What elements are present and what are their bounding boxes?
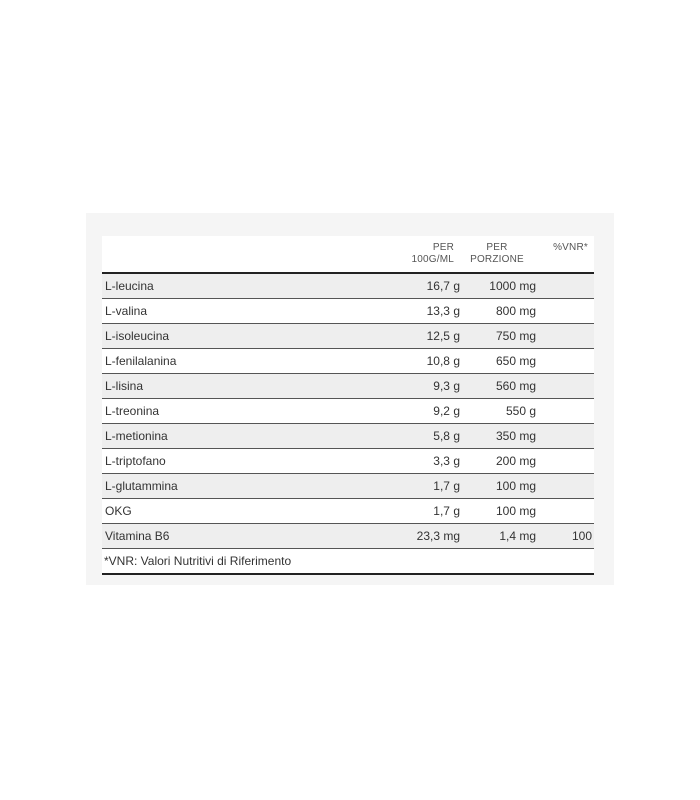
row-name: L-isoleucina	[105, 329, 170, 343]
row-porzione: 1,4 mg	[499, 529, 536, 543]
table-row	[102, 374, 594, 399]
nutrition-table	[102, 236, 594, 575]
row-per100: 12,5 g	[426, 329, 460, 343]
row-name: L-treonina	[105, 404, 160, 418]
table-row	[102, 299, 594, 324]
row-per100: 1,7 g	[433, 479, 460, 493]
table-header	[102, 236, 594, 274]
table-row	[102, 449, 594, 474]
row-porzione: 100 mg	[495, 479, 536, 493]
table-row	[102, 474, 594, 499]
row-per100: 23,3 mg	[416, 529, 460, 543]
table-footnote	[102, 549, 594, 575]
header-per100-line1: PER	[432, 242, 454, 253]
row-per100: 5,8 g	[433, 429, 460, 443]
table-row	[102, 399, 594, 424]
row-porzione: 800 mg	[495, 304, 536, 318]
row-per100: 13,3 g	[426, 304, 460, 318]
row-porzione: 560 mg	[495, 379, 536, 393]
row-porzione: 1000 mg	[489, 279, 536, 293]
row-per100: 1,7 g	[433, 504, 460, 518]
header-porzione-line2: PORZIONE	[470, 254, 524, 265]
row-name: L-fenilalanina	[105, 354, 177, 368]
row-per100: 9,2 g	[433, 404, 460, 418]
row-name: L-lisina	[105, 379, 144, 393]
row-porzione: 350 mg	[495, 429, 536, 443]
table-row	[102, 349, 594, 374]
row-porzione: 200 mg	[495, 454, 536, 468]
row-porzione: 550 g	[505, 404, 536, 418]
table-body	[102, 274, 594, 549]
row-per100: 3,3 g	[433, 454, 460, 468]
footnote-text: *VNR: Valori Nutritivi di Riferimento	[104, 554, 292, 568]
row-name: L-metionina	[105, 429, 168, 443]
table-row	[102, 324, 594, 349]
row-per100: 10,8 g	[426, 354, 460, 368]
row-porzione: 650 mg	[495, 354, 536, 368]
row-porzione: 100 mg	[495, 504, 536, 518]
row-name: L-leucina	[105, 279, 154, 293]
row-name: OKG	[105, 504, 132, 518]
row-vnr: 100	[571, 529, 592, 543]
table-row	[102, 424, 594, 449]
header-porzione	[462, 242, 532, 266]
row-per100: 9,3 g	[433, 379, 460, 393]
header-vnr: %VNR*	[553, 242, 588, 253]
header-per100-line2: 100G/ML	[411, 254, 454, 265]
header-per100	[384, 242, 454, 266]
row-porzione: 750 mg	[495, 329, 536, 343]
row-per100: 16,7 g	[426, 279, 460, 293]
row-name: L-valina	[105, 304, 148, 318]
header-porzione-line1: PER	[486, 242, 508, 253]
table-row	[102, 499, 594, 524]
table-row	[102, 524, 594, 549]
row-name: Vitamina B6	[105, 529, 170, 543]
row-name: L-glutammina	[105, 479, 178, 493]
table-row	[102, 274, 594, 299]
row-name: L-triptofano	[105, 454, 166, 468]
